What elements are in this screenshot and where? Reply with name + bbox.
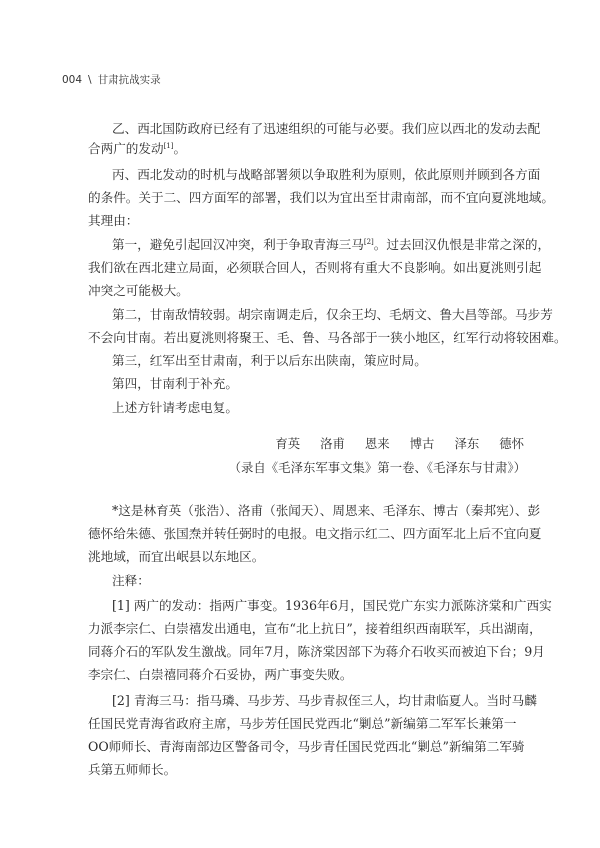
annotations-title: 注释： <box>112 573 150 588</box>
note-line: 德怀给朱德、张国焘并转任弼时的电报。电文指示红二、四方面军北上后不宜向夏 <box>88 526 542 541</box>
body-line: 我们欲在西北建立局面，必须联合回人，否则将有重大不良影响。如出夏洮则引起 <box>88 260 542 275</box>
annotation-line: 力派李宗仁、白崇禧发出通电，宣布“北上抗日”，接着组织西南联军，兵出湖南， <box>88 621 542 636</box>
body-line: 冲突之可能极大。 <box>88 283 189 298</box>
note-line: 洮地域，而宜出岷县以东地区。 <box>88 549 265 564</box>
body-line: 第三，红军出至甘肃南，利于以后东出陕南，策应时局。 <box>112 353 427 368</box>
book-title: 甘肃抗战实录 <box>97 74 161 86</box>
footnote-ref-2: [2] <box>363 238 374 246</box>
signature: 恩来 <box>364 436 390 451</box>
footnote-ref-1: [1] <box>163 142 174 150</box>
signatures <box>255 434 524 452</box>
annotation-line: 李宗仁、白崇禧同蒋介石妥协，两广事变失败。 <box>88 667 353 682</box>
running-header <box>62 72 161 87</box>
signature: 育英 <box>275 436 301 451</box>
annotation-line: 兵第五师师长。 <box>88 762 177 777</box>
signature: 洛甫 <box>320 436 345 451</box>
body-line: 上述方针请考虑电复。 <box>112 400 238 415</box>
body-line: 乙、西北国防政府已经有了迅速组织的可能与必要。我们应以西北的发动去配 <box>112 121 541 136</box>
signature: 泽东 <box>454 436 480 451</box>
body-line: 第二，甘南敌情较弱。胡宗南调走后，仅余王均、毛炳文、鲁大昌等部。马步芳 <box>112 307 553 322</box>
signature: 博古 <box>409 436 435 451</box>
annotation-line: [1] 两广的发动：指两广事变。1936年6月，国民党广东实力派陈济棠和广西实 <box>112 598 552 613</box>
body-line: 其理由： <box>88 213 139 228</box>
page-number: 004 <box>62 74 83 86</box>
body-line: 第四，甘南利于补充。 <box>112 376 238 391</box>
source-citation: （录自《毛泽东军事文集》第一卷、《毛泽东与甘肃》） <box>228 460 526 475</box>
annotation-line: OO师师长、青海南部边区警备司令，马步青任国民党西北“剿总”新编第二军骑 <box>88 739 525 754</box>
signature: 德怀 <box>499 436 524 451</box>
annotation-line: [2] 青海三马：指马璘、马步芳、马步青叔侄三人，均甘肃临夏人。当时马麟 <box>112 693 537 708</box>
body-line: 第一，避免引起回汉冲突，利于争取青海三马[2]。过去回汉仇恨是非常之深的， <box>112 237 551 252</box>
body-line: 不会向甘南。若出夏洮则将聚王、毛、鲁、马各部于一狭小地区，红军行动将较困难。 <box>88 330 567 345</box>
note-line: *这是林育英（张浩）、洛甫（张闻天）、周恩来、毛泽东、博古（秦邦宪）、彭 <box>112 503 541 518</box>
body-line: 合两广的发动[1]。 <box>88 141 187 156</box>
body-line: 丙、西北发动的时机与战略部署须以争取胜利为原则，依此原则并顾到各方面 <box>112 167 541 182</box>
header-separator: \ <box>88 74 92 86</box>
body-line: 的条件。关于二、四方面军的部署，我们以为宜出至甘肃南部，而不宜向夏洮地域。 <box>88 190 554 205</box>
annotation-line: 任国民党青海省政府主席，马步芳任国民党西北“剿总”新编第二军军长兼第一 <box>88 716 517 731</box>
annotation-line: 同蒋介石的军队发生激战。同年7月，陈济棠因部下为蒋介石收买而被迫下台；9月 <box>88 644 545 659</box>
